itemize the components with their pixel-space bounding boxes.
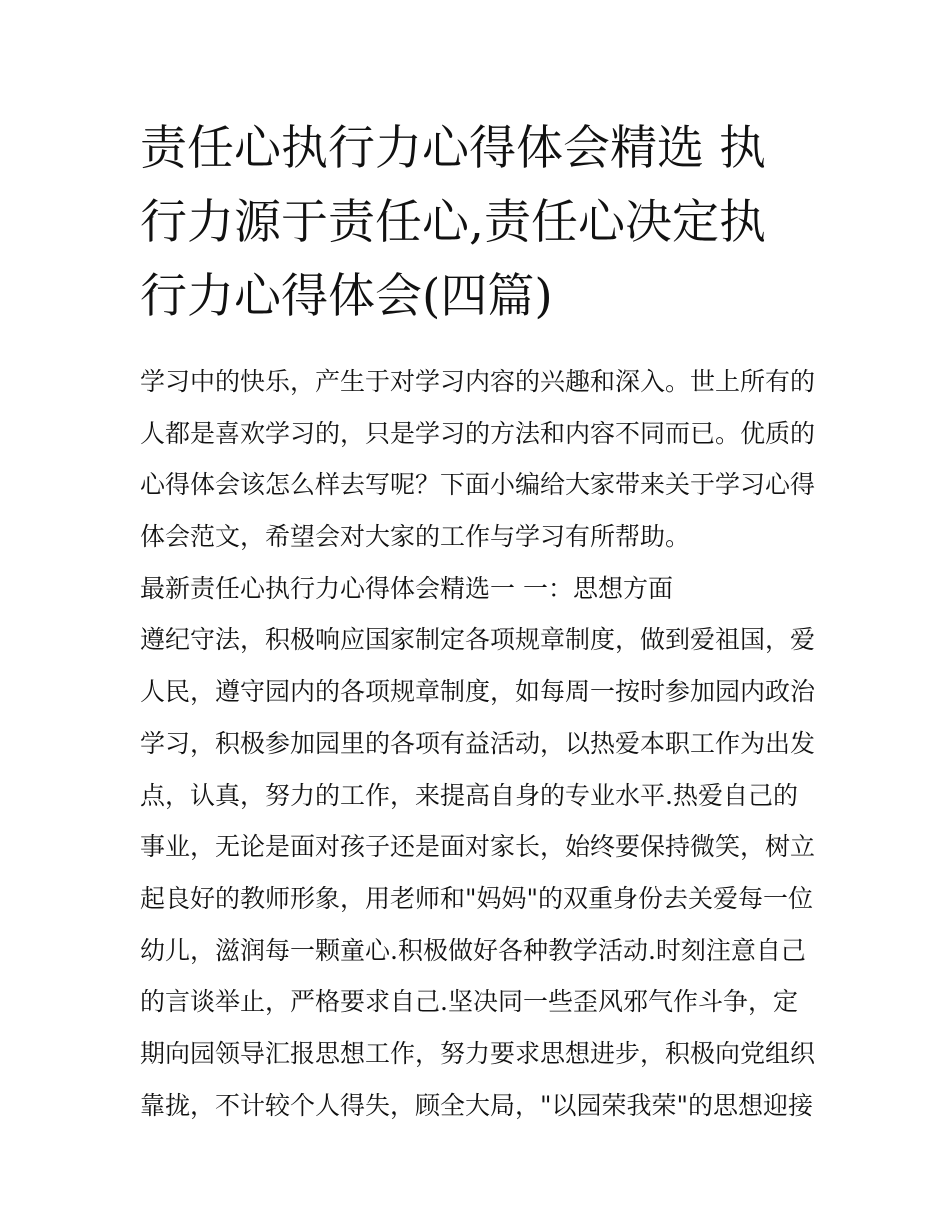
paragraph-line: 遵纪守法，积极响应国家制定各项规章制度，做到爱祖国，爱 bbox=[140, 625, 816, 655]
title-line: 责任心执行力心得体会精选 执 bbox=[140, 121, 766, 176]
paragraph-line: 点，认真，努力的工作，来提高自身的专业水平.热爱自己的 bbox=[140, 780, 798, 810]
title-line: 行力源于责任心,责任心决定执 bbox=[140, 195, 766, 250]
paragraph-line: 的言谈举止，严格要求自己.坚决同一些歪风邪气作斗争，定 bbox=[140, 987, 798, 1017]
intro-line: 心得体会该怎么样去写呢？下面小编给大家带来关于学习心得 bbox=[140, 470, 816, 500]
paragraph-line: 起良好的教师形象，用老师和"妈妈"的双重身份去关爱每一位 bbox=[140, 883, 814, 913]
intro-line: 人都是喜欢学习的，只是学习的方法和内容不同而已。优质的 bbox=[140, 418, 816, 448]
paragraph-line: 事业，无论是面对孩子还是面对家长，始终要保持微笑，树立 bbox=[140, 832, 816, 862]
intro-line: 学习中的快乐，产生于对学习内容的兴趣和深入。世上所有的 bbox=[140, 367, 816, 396]
paragraph-line: 幼儿，滋润每一颗童心.积极做好各种教学活动.时刻注意自己 bbox=[140, 935, 806, 965]
paragraph-line: 靠拢，不计较个人得失，顾全大局，"以园荣我荣"的思想迎接 bbox=[140, 1090, 814, 1120]
title-line: 行力心得体会(四篇) bbox=[140, 269, 553, 324]
document-body bbox=[140, 356, 830, 1131]
document-title bbox=[140, 112, 820, 334]
intro-line: 体会范文，希望会对大家的工作与学习有所帮助。 bbox=[140, 522, 691, 552]
section-heading: 最新责任心执行力心得体会精选一 一：思想方面 bbox=[140, 573, 673, 603]
paragraph-line: 期向园领导汇报思想工作，努力要求思想进步，积极向党组织 bbox=[140, 1038, 816, 1068]
paragraph-line: 人民，遵守园内的各项规章制度，如每周一按时参加园内政治 bbox=[140, 677, 816, 707]
paragraph-line: 学习，积极参加园里的各项有益活动，以热爱本职工作为出发 bbox=[140, 728, 816, 758]
